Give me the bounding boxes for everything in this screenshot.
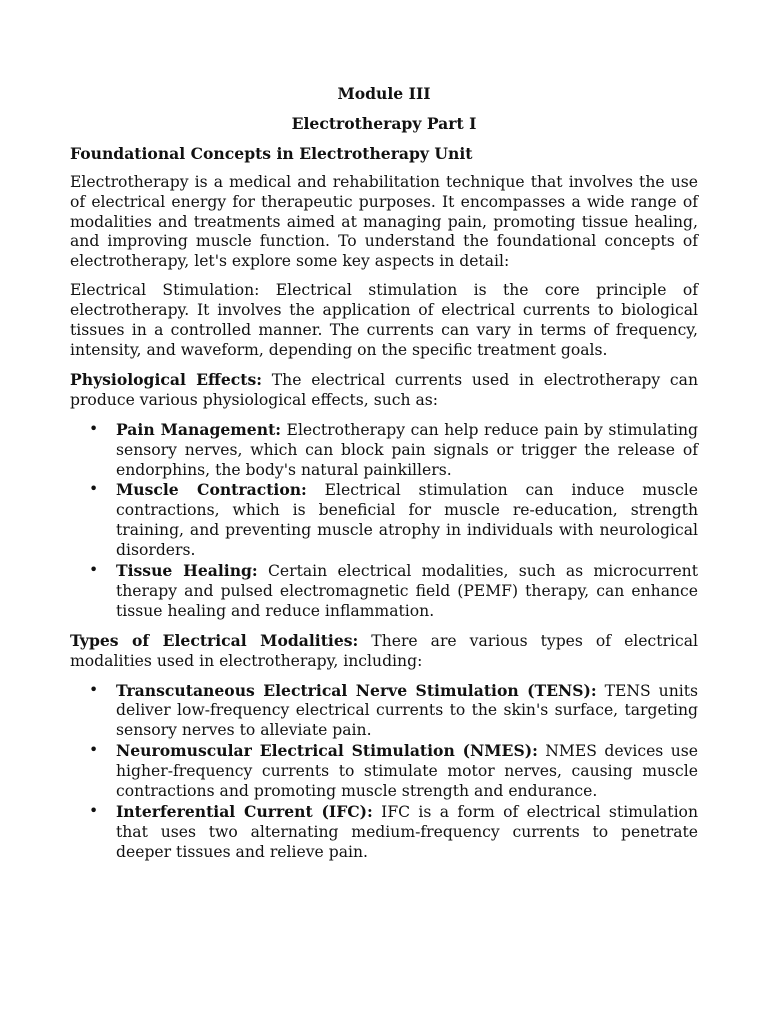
modalities-paragraph — [70, 631, 698, 672]
bullet-icon: • — [89, 741, 99, 760]
physiological-effects-label: Physiological Effects: — [70, 369, 262, 389]
bullet-icon: • — [89, 680, 99, 699]
list-item — [70, 420, 698, 481]
list-item-term: Neuromuscular Electrical Stimulation (NMES): — [116, 741, 538, 761]
list-item-text: Electrical stimulation can induce muscle contractions, which is beneficial for muscle re-education, strength training, and preventing muscle atrophy in individuals with neurological disorders. — [116, 481, 698, 560]
bullet-icon: • — [89, 419, 99, 438]
modalities-label: Types of Electrical Modalities: — [70, 630, 359, 650]
list-item-term: Pain Management: — [116, 419, 282, 439]
stimulation-paragraph: Electrical Stimulation: Electrical stimulation is the core principle of electrotherapy. It involves the application of electrical currents to biological tissues in a controlled manner. The currents can vary in terms of frequency, intensity, and waveform, depending on the specific treatment goals. — [70, 281, 698, 359]
bullet-icon: • — [89, 802, 99, 820]
list-item — [70, 480, 698, 561]
list-item-term: Interferential Current (IFC): — [116, 802, 373, 821]
intro-paragraph: Electrotherapy is a medical and rehabilitation technique that involves the use of electrical energy for therapeutic purposes. It encompasses a wide range of modalities and treatments aimed at managing pain, promoting tissue healing, and improving muscle function. To understand the foundational concepts of electrotherapy, let's explore some key aspects in detail: — [70, 172, 698, 271]
list-item — [70, 681, 698, 742]
document-page — [70, 84, 698, 872]
physiological-effects-list — [70, 420, 698, 622]
bullet-icon: • — [89, 480, 99, 499]
modalities-text: There are various types of electrical modalities used in electrotherapy, including: — [70, 631, 698, 670]
list-item-term: Muscle Contraction: — [116, 480, 307, 500]
bullet-icon: • — [89, 561, 99, 580]
list-item — [70, 561, 698, 622]
list-item-text: IFC is a form of electrical stimulation that uses two alternating medium-frequency currents to penetrate deeper tissues and relieve pain. — [116, 803, 698, 861]
list-item-text: Certain electrical modalities, such as microcurrent therapy and pulsed electromagnetic field (PEMF) therapy, can enhance tissue healing and reduce inflammation. — [116, 562, 698, 620]
list-item-term: Transcutaneous Electrical Nerve Stimulation (TENS): — [116, 680, 597, 700]
list-item — [70, 741, 698, 802]
physiological-effects-text: The electrical currents used in electrotherapy can produce various physiological effects, such as: — [70, 370, 698, 409]
list-item — [70, 802, 698, 863]
list-item-text: NMES devices use higher-frequency currents to stimulate motor nerves, causing muscle contractions and promoting muscle strength and endurance. — [116, 742, 698, 801]
section-heading: Foundational Concepts in Electrotherapy Unit — [70, 143, 473, 163]
document-subtitle: Electrotherapy Part I — [291, 113, 477, 133]
list-item-term: Tissue Healing: — [116, 561, 258, 581]
physiological-effects-paragraph — [70, 370, 698, 411]
modalities-list — [70, 681, 698, 863]
list-item-text: Electrotherapy can help reduce pain by stimulating sensory nerves, which can block pain signals or trigger the release of endorphins, the body's natural painkillers. — [116, 420, 699, 479]
module-title: Module III — [337, 84, 431, 103]
list-item-text: TENS units deliver low-frequency electrical currents to the skin's surface, targeting sensory nerves to alleviate pain. — [116, 681, 698, 740]
